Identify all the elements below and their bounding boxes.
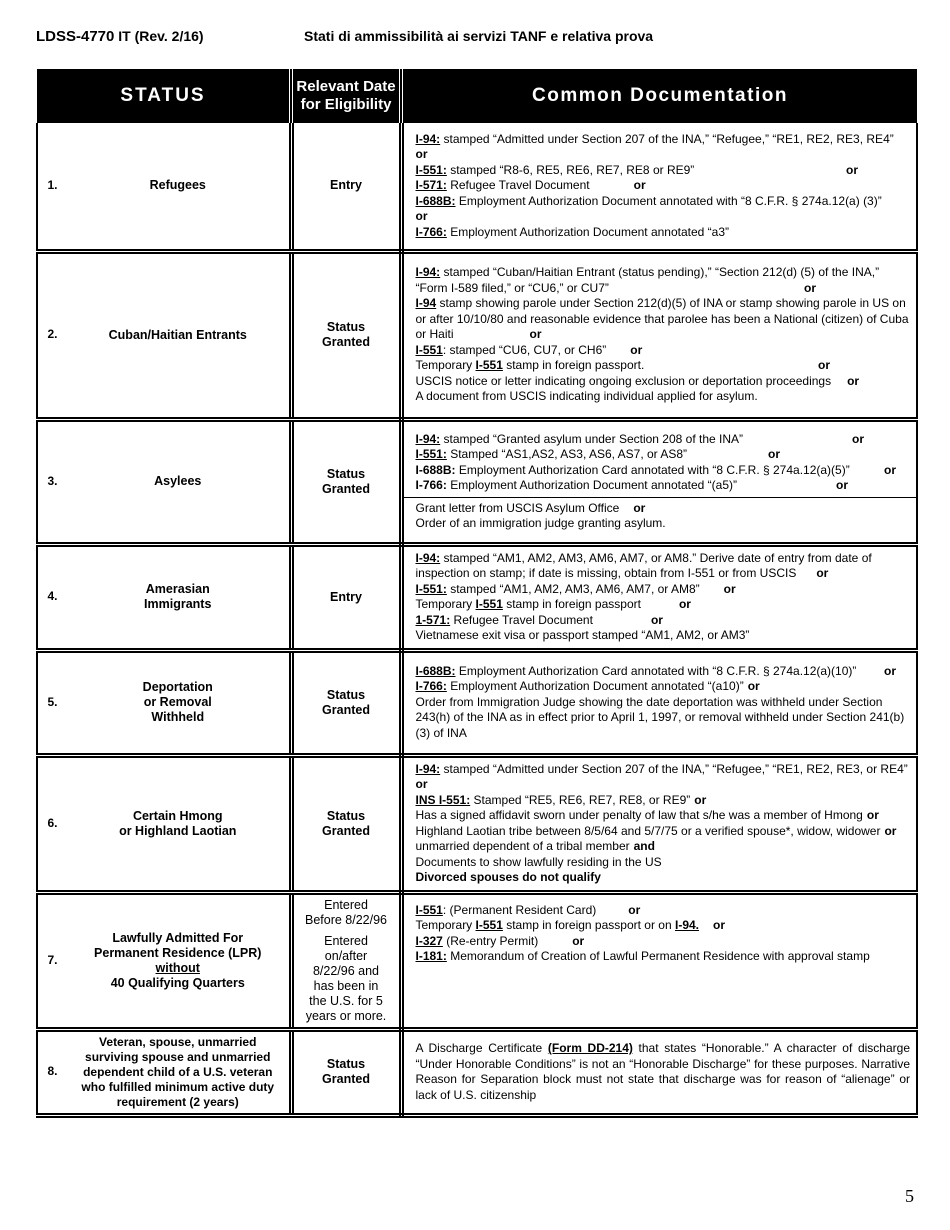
date-cell: Status Granted bbox=[291, 251, 401, 419]
status-cell: Certain Hmong or Highland Laotian bbox=[67, 755, 291, 892]
relevant-date-column-header: Relevant Date for Eligibility bbox=[291, 69, 401, 123]
status-cell: Veteran, spouse, unmarried surviving spouse and unmarried dependent child of a U.S. veteran who fulfilled minimum active duty requirement (2 years) bbox=[67, 1029, 291, 1115]
row-number: 2. bbox=[37, 251, 67, 419]
documentation-cell: I-94: stamped “Cuban/Haitian Entrant (status pending),” “Section 212(d) (5) of the INA,” “Form I-589 filed,” or “CU6,” or CU7” or I-94 stamp showing parole under Section 212(d)(5) of INA or stamp showing parole in US on or after 10/10/80 and reasonable evidence that parolee has been a National (citizen) of Cuba or Haiti or I-551: stamped “CU6, CU7, or CH6” or Temporary I-551 stamp in foreign passport. or USCIS notice or letter indicating ongoing exclusion or deportation proceedings or A document from USCIS indicating individual applied for asylum. bbox=[401, 251, 917, 419]
date-cell: Entry bbox=[291, 544, 401, 650]
table-row bbox=[37, 123, 917, 251]
date-cell: Status Granted bbox=[291, 755, 401, 892]
status-cell: Cuban/Haitian Entrants bbox=[67, 251, 291, 419]
row-number: 7. bbox=[37, 892, 67, 1029]
documentation-cell: I-94: stamped “Admitted under Section 207 of the INA,” “Refugee,” “RE1, RE2, RE3, RE4” or I-551: stamped “R8-6, RE5, RE6, RE7, RE8 or RE9” or I-571: Refugee Travel Document or I-688B: Employment Authorization Document annotated with “8 C.F.R. § 274a.12(a) (3)” or I-766: Employment Authorization Document annotated “a3” bbox=[401, 123, 917, 251]
documentation-cell: I-94: stamped “AM1, AM2, AM3, AM6, AM7, or AM8.” Derive date of entry from date of inspection on stamp; if date is missing, obtain from I-551 or from USCIS or I-551: stamped “AM1, AM2, AM3, AM6, AM7, or AM8” or Temporary I-551 stamp in foreign passport or 1-571: Refugee Travel Document or Vietnamese exit visa or passport stamped “AM1, AM2, or AM3” bbox=[401, 544, 917, 650]
status-cell: Amerasian Immigrants bbox=[67, 544, 291, 650]
row-number: 8. bbox=[37, 1029, 67, 1115]
row-number: 5. bbox=[37, 650, 67, 755]
table-row bbox=[37, 251, 917, 419]
page-number: 5 bbox=[905, 1186, 914, 1206]
documentation-column-header: Common Documentation bbox=[401, 69, 917, 123]
documentation-cell: I-551: (Permanent Resident Card) or Temporary I-551 stamp in foreign passport or on I-94. or I-327 (Re-entry Permit) or I-181: Memorandum of Creation of Lawful Permanent Residence with approval stamp bbox=[401, 892, 917, 1029]
status-cell: Deportation or Removal Withheld bbox=[67, 650, 291, 755]
status-cell: Lawfully Admitted For Permanent Residence (LPR) without 40 Qualifying Quarters bbox=[67, 892, 291, 1029]
form-number: LDSS-4770 IT (Rev. 2/16) bbox=[36, 28, 204, 45]
eligibility-table bbox=[36, 69, 918, 1118]
table-row bbox=[37, 650, 917, 755]
date-cell: Status Granted bbox=[291, 419, 401, 544]
table-row bbox=[37, 544, 917, 650]
table-row bbox=[37, 419, 917, 544]
row-number: 1. bbox=[37, 123, 67, 251]
documentation-cell: A Discharge Certificate (Form DD-214) that states “Honorable.” A character of discharge “Under Honorable Conditions” is not an “Honorable Discharge” for these purposes. Narrative Reason for Separation block must not state that discharge was for reason of “alienage” or lack of U.S. citizenship bbox=[401, 1029, 917, 1115]
divider bbox=[404, 497, 917, 498]
table-row bbox=[37, 1029, 917, 1115]
documentation-cell: I-688B: Employment Authorization Card annotated with “8 C.F.R. § 274a.12(a)(10)” or I-766: Employment Authorization Document annotated “(a10)” or Order from Immigration Judge showing the date deportation was withheld under Section 243(h) of the INA as in effect prior to April 1, 1997, or removal withheld under Section 241(b)(3) of INA bbox=[401, 650, 917, 755]
row-number: 3. bbox=[37, 419, 67, 544]
status-cell: Asylees bbox=[67, 419, 291, 544]
date-cell: Status Granted bbox=[291, 1029, 401, 1115]
table-header-row bbox=[37, 69, 917, 123]
document-title: Stati di ammissibilità ai servizi TANF e relativa prova bbox=[304, 28, 654, 44]
documentation-cell: I-94: stamped “Granted asylum under Section 208 of the INA” or I-551: Stamped “AS1,AS2, AS3, AS6, AS7, or AS8” or I-688B: Employment Authorization Card annotated with “8 C.F.R. § 274a.12(a)(5)” or I-766: Employment Authorization Document annotated “(a5)” or Grant letter from USCIS Asylum Office or Order of an immigration judge granting asylum. bbox=[401, 419, 917, 544]
status-column-header: STATUS bbox=[37, 69, 291, 123]
table-row bbox=[37, 892, 917, 1029]
status-cell: Refugees bbox=[67, 123, 291, 251]
date-cell: Entered Before 8/22/96 Entered on/after 8/22/96 and has been in the U.S. for 5 years or more. bbox=[291, 892, 401, 1029]
documentation-cell: I-94: stamped “Admitted under Section 207 of the INA,” “Refugee,” “RE1, RE2, RE3, or RE4” or INS I-551: Stamped “RE5, RE6, RE7, RE8, or RE9” or Has a signed affidavit sworn under penalty of law that s/he was a member of Hmong or Highland Laotian tribe between 8/5/64 and 5/7/75 or a verified spouse*, widow, widower or unmarried dependent of a tribal member and Documents to show lawfully residing in the US Divorced spouses do not qualify bbox=[401, 755, 917, 892]
date-cell: Entry bbox=[291, 123, 401, 251]
row-number: 6. bbox=[37, 755, 67, 892]
table-row bbox=[37, 755, 917, 892]
date-cell: Status Granted bbox=[291, 650, 401, 755]
row-number: 4. bbox=[37, 544, 67, 650]
